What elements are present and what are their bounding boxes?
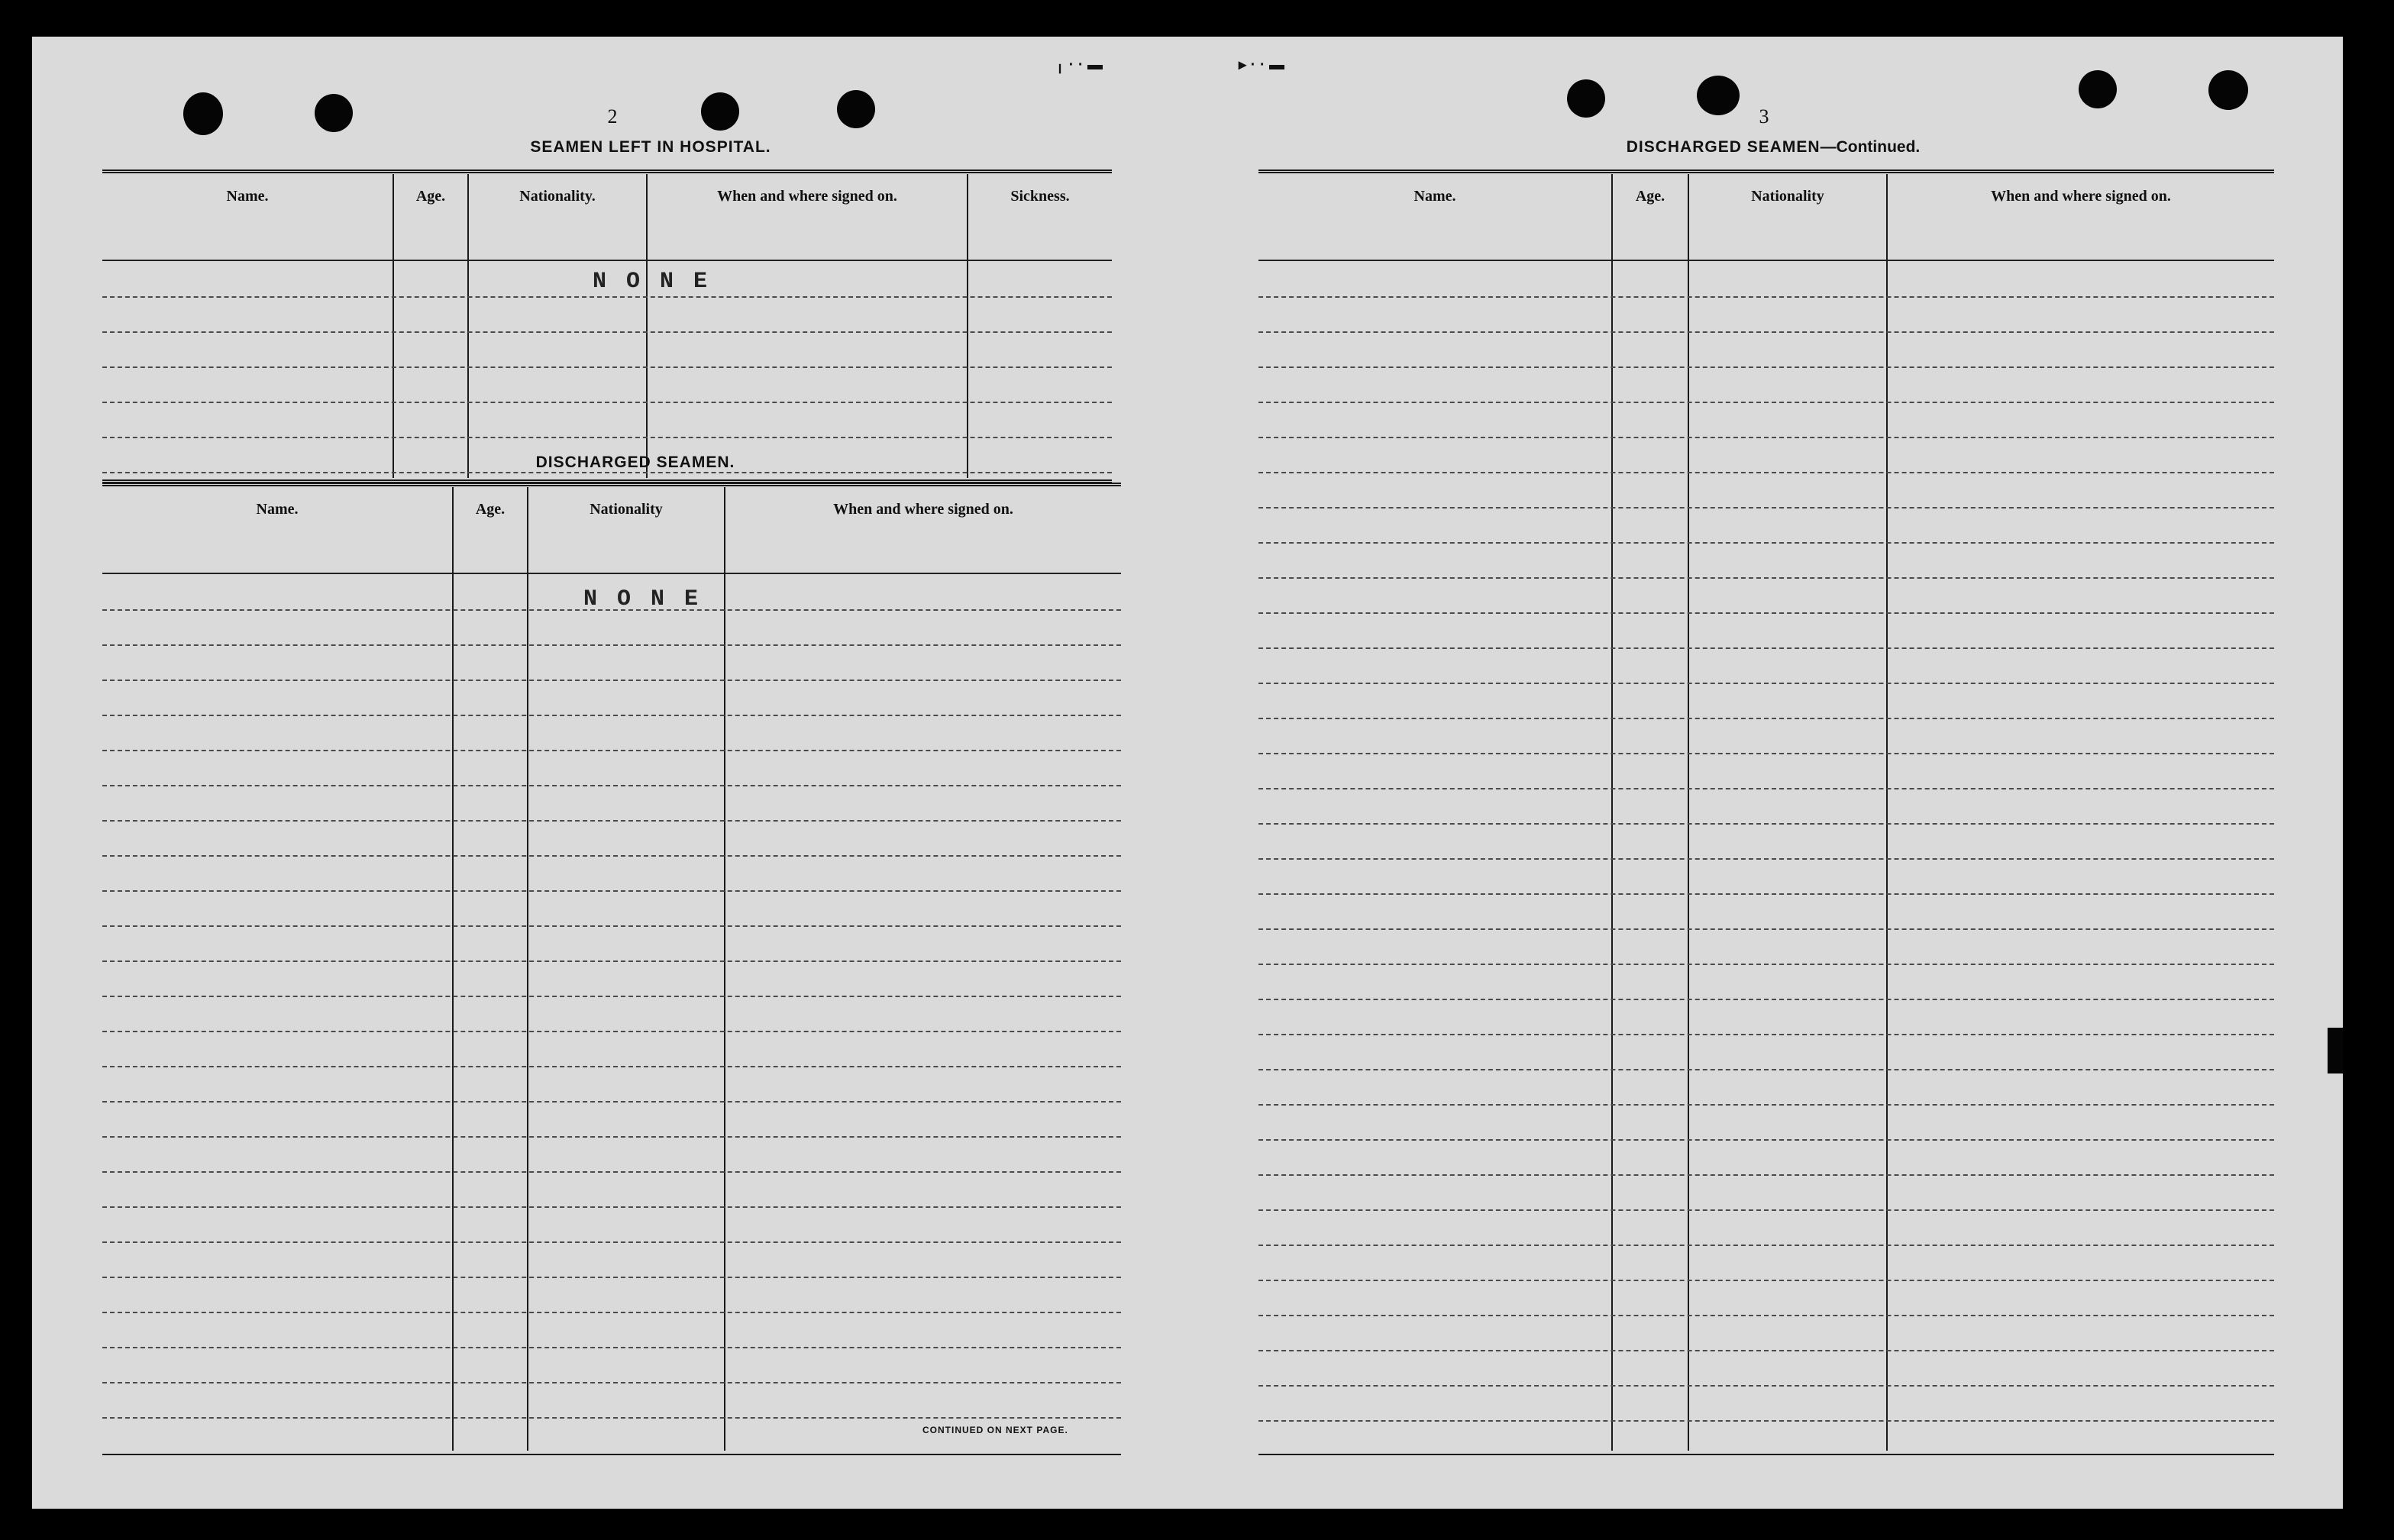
punch-hole bbox=[183, 92, 223, 135]
entry-line bbox=[1258, 858, 2274, 860]
faint-ink-marks: ╷ · · ▬ bbox=[1055, 56, 1103, 73]
header-rule bbox=[1258, 260, 2274, 261]
col-header-name: Name. bbox=[226, 188, 269, 205]
entry-line bbox=[102, 1312, 1121, 1313]
page-number: 3 bbox=[1759, 105, 1769, 128]
punch-hole bbox=[1567, 79, 1605, 118]
entry-line bbox=[102, 1171, 1121, 1173]
entry-line bbox=[1258, 542, 2274, 544]
entry-line bbox=[1258, 577, 2274, 579]
col-header-nationality: Nationality bbox=[590, 501, 663, 518]
punch-hole bbox=[2079, 70, 2117, 108]
column-divider bbox=[1886, 174, 1888, 1451]
entry-line bbox=[102, 960, 1121, 962]
col-header-age: Age. bbox=[415, 188, 446, 205]
entry-line bbox=[102, 1136, 1121, 1138]
column-divider bbox=[1688, 174, 1689, 1451]
col-header-signed-on: When and where signed on. bbox=[717, 188, 897, 205]
entry-line bbox=[1258, 788, 2274, 789]
entry-line bbox=[102, 1382, 1121, 1383]
entry-line bbox=[1258, 1280, 2274, 1281]
faint-ink-marks: ▸ · · ▬ bbox=[1239, 56, 1285, 73]
entry-line bbox=[102, 609, 1121, 611]
entry-line bbox=[102, 925, 1121, 927]
entry-line bbox=[1258, 647, 2274, 649]
typed-none-entry: NONE bbox=[583, 586, 719, 612]
column-divider bbox=[452, 487, 454, 1451]
typed-none-entry: NONE bbox=[593, 269, 728, 295]
entry-line bbox=[1258, 612, 2274, 614]
col-header-signed-on: When and where signed on. bbox=[1991, 188, 2171, 205]
column-divider bbox=[967, 174, 968, 478]
header-rule bbox=[102, 573, 1121, 574]
entry-line bbox=[102, 1347, 1121, 1348]
entry-line bbox=[1258, 964, 2274, 965]
entry-line bbox=[1258, 718, 2274, 719]
discharged-continued-title bbox=[1452, 138, 2094, 157]
column-divider bbox=[393, 174, 394, 478]
bottom-rule bbox=[102, 1454, 1121, 1455]
entry-line bbox=[1258, 893, 2274, 895]
entry-line bbox=[1258, 1139, 2274, 1141]
hospital-section-title: SEAMEN LEFT IN HOSPITAL. bbox=[530, 138, 771, 156]
entry-line bbox=[102, 855, 1121, 857]
entry-line bbox=[102, 402, 1112, 403]
entry-line bbox=[1258, 366, 2274, 368]
entry-line bbox=[102, 820, 1121, 822]
discharged-table-right bbox=[1258, 169, 2274, 1460]
entry-line bbox=[1258, 472, 2274, 473]
entry-line bbox=[102, 1031, 1121, 1032]
entry-line bbox=[102, 996, 1121, 997]
entry-line bbox=[1258, 331, 2274, 333]
punch-hole bbox=[1697, 76, 1740, 115]
entry-line bbox=[102, 437, 1112, 438]
double-rule bbox=[102, 483, 1121, 486]
col-header-name: Name. bbox=[1413, 188, 1456, 205]
entry-line bbox=[102, 331, 1112, 333]
col-header-age: Age. bbox=[1635, 188, 1665, 205]
entry-line bbox=[1258, 1420, 2274, 1422]
ledger-paper bbox=[32, 37, 2343, 1509]
column-divider bbox=[1611, 174, 1613, 1451]
entry-line bbox=[102, 1241, 1121, 1243]
entry-line bbox=[102, 890, 1121, 892]
entry-line bbox=[1258, 1174, 2274, 1176]
page-number: 2 bbox=[607, 105, 618, 128]
title-suffix: —Continued. bbox=[1820, 138, 1921, 156]
entry-line bbox=[102, 1066, 1121, 1067]
entry-line bbox=[102, 680, 1121, 681]
double-rule bbox=[102, 169, 1112, 173]
punch-hole bbox=[837, 90, 875, 128]
entry-line bbox=[1258, 823, 2274, 825]
col-header-sickness: Sickness. bbox=[1010, 188, 1070, 205]
col-header-age: Age. bbox=[475, 501, 506, 518]
col-header-nationality: Nationality bbox=[1751, 188, 1824, 205]
entry-line bbox=[1258, 1385, 2274, 1387]
entry-line bbox=[102, 366, 1112, 368]
entry-line bbox=[1258, 928, 2274, 930]
discharged-table-left bbox=[102, 483, 1121, 1460]
column-divider bbox=[467, 174, 469, 478]
entry-line bbox=[1258, 1104, 2274, 1106]
entry-line bbox=[1258, 296, 2274, 298]
header-rule bbox=[102, 260, 1112, 261]
col-header-name: Name. bbox=[256, 501, 299, 518]
entry-line bbox=[1258, 402, 2274, 403]
column-divider bbox=[646, 174, 648, 478]
entry-line bbox=[1258, 753, 2274, 754]
entry-line bbox=[102, 785, 1121, 786]
entry-line bbox=[1258, 1209, 2274, 1211]
entry-line bbox=[1258, 1034, 2274, 1035]
entry-line bbox=[102, 715, 1121, 716]
column-divider bbox=[527, 487, 528, 1451]
discharged-section-title: DISCHARGED SEAMEN. bbox=[535, 454, 735, 471]
punch-hole bbox=[701, 92, 739, 131]
bottom-rule bbox=[1258, 1454, 2274, 1455]
entry-line bbox=[102, 1101, 1121, 1103]
entry-line bbox=[102, 1206, 1121, 1208]
entry-line bbox=[1258, 999, 2274, 1000]
double-rule bbox=[1258, 169, 2274, 173]
hospital-table bbox=[102, 169, 1112, 486]
entry-line bbox=[102, 296, 1112, 298]
col-header-nationality: Nationality. bbox=[519, 188, 596, 205]
column-divider bbox=[724, 487, 725, 1451]
entry-line bbox=[102, 1277, 1121, 1278]
title-main: DISCHARGED SEAMEN bbox=[1626, 138, 1821, 156]
entry-line bbox=[102, 472, 1112, 473]
col-header-signed-on: When and where signed on. bbox=[833, 501, 1013, 518]
punch-hole bbox=[315, 94, 353, 132]
entry-line bbox=[1258, 683, 2274, 684]
entry-line bbox=[1258, 1350, 2274, 1351]
entry-line bbox=[1258, 1315, 2274, 1316]
entry-line bbox=[1258, 1069, 2274, 1070]
entry-line bbox=[1258, 1245, 2274, 1246]
punch-hole bbox=[2208, 70, 2248, 110]
binder-clip bbox=[2328, 1028, 2343, 1073]
entry-line bbox=[1258, 437, 2274, 438]
entry-line bbox=[102, 644, 1121, 646]
entry-line bbox=[102, 1417, 1121, 1419]
entry-line bbox=[102, 750, 1121, 751]
continued-footer: CONTINUED ON NEXT PAGE. bbox=[922, 1425, 1068, 1435]
entry-line bbox=[1258, 507, 2274, 508]
